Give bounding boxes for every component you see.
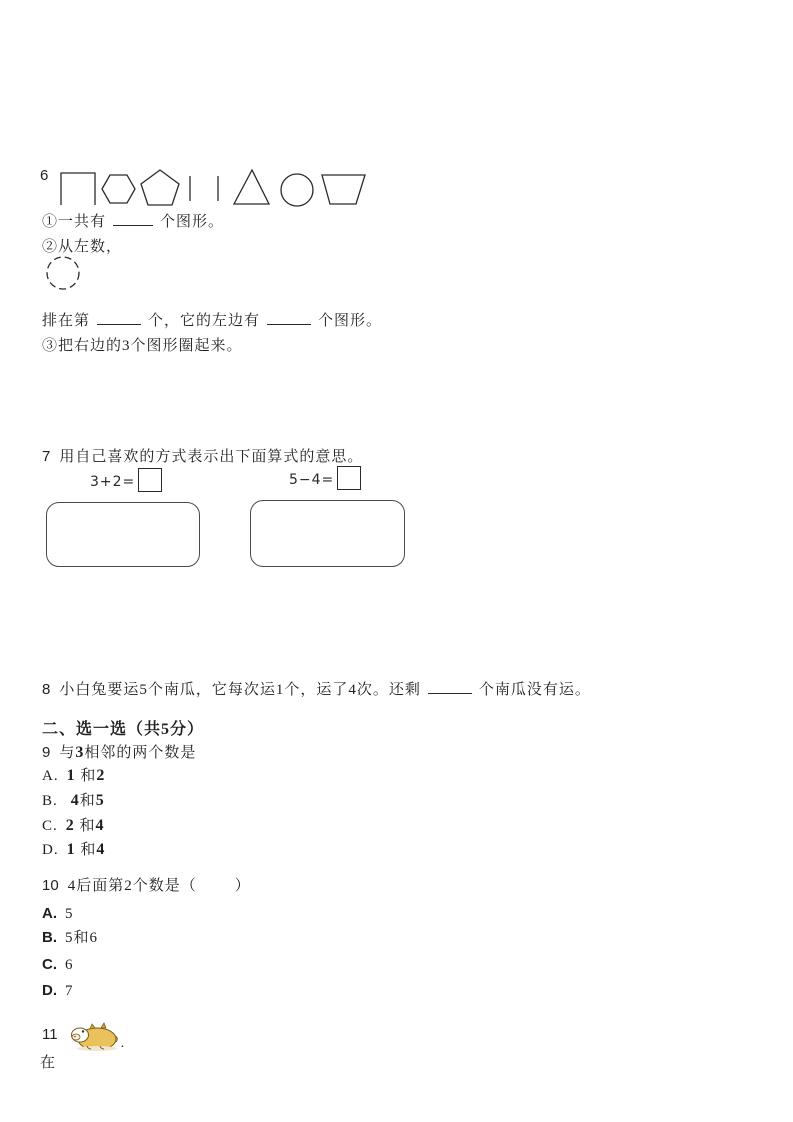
fill-in-blank — [113, 212, 153, 226]
expression-2-text: 5−4= — [289, 472, 335, 488]
option-value: 5和6 — [65, 930, 99, 946]
fill-in-blank — [267, 311, 311, 325]
question-10-number: 10 — [42, 877, 59, 894]
option-letter: A. — [42, 905, 57, 922]
q9-option-c — [42, 817, 105, 835]
drawing-area-2 — [250, 500, 405, 567]
section-2-header — [42, 721, 204, 739]
circle-shape — [281, 174, 313, 206]
option-value: 5 — [65, 906, 74, 922]
period-mark: . — [120, 1036, 125, 1051]
option-letter: D. — [42, 842, 59, 858]
line2-text: ②从左数， — [42, 239, 123, 255]
pentagon-shape — [141, 170, 179, 205]
question-8-number: 8 — [42, 681, 51, 698]
option-number: 5 — [95, 792, 105, 809]
answer-box — [138, 468, 162, 492]
q10-option-d — [42, 982, 74, 1000]
option-value: 7 — [65, 983, 74, 999]
line1-post-text: 个图形。 — [160, 214, 225, 230]
option-letter: B. — [42, 793, 58, 809]
question-11 — [42, 1020, 124, 1052]
option-number: 2 — [96, 767, 106, 784]
q10-option-a — [42, 905, 74, 923]
question-9-stem-bold: 3 — [75, 744, 85, 761]
option-number: 1 — [66, 767, 76, 784]
question-7-title-text: 用自己喜欢的方式表示出下面算式的意思。 — [59, 449, 364, 465]
shapes-strip — [57, 167, 367, 209]
option-value: 6 — [65, 957, 74, 973]
question-9-stem-post: 相邻的两个数是 — [84, 745, 197, 761]
question-10-stem — [42, 877, 251, 895]
option-number: 4 — [70, 792, 80, 809]
question-11-line-2 — [40, 1054, 56, 1072]
question-9-number: 9 — [42, 744, 51, 761]
answer-box — [337, 466, 361, 490]
question-6-line-4 — [42, 337, 243, 355]
q9-option-a — [42, 767, 105, 785]
question-11-text: 在 — [40, 1055, 57, 1071]
fill-in-blank — [428, 680, 472, 694]
option-number: 4 — [95, 817, 105, 834]
option-letter: B. — [42, 929, 57, 946]
question-7-number: 7 — [42, 448, 51, 465]
cartoon-animal-image — [70, 1020, 118, 1052]
question-8-pre-text: 小白兔要运5个南瓜，它每次运1个，运了4次。还剩 — [59, 682, 421, 698]
option-separator: 和 — [75, 768, 97, 784]
q9-option-d — [42, 841, 105, 859]
fill-in-blank — [97, 311, 141, 325]
option-separator: 和 — [74, 818, 96, 834]
question-6-number: 6 — [40, 167, 49, 184]
open-bottom-square-shape — [61, 173, 95, 205]
dashed-circle-shape — [44, 254, 82, 292]
option-separator: 和 — [79, 793, 96, 809]
section-2-title-text: 二、选一选（共5分） — [42, 721, 205, 738]
question-9-stem — [42, 744, 196, 762]
drawing-area-1 — [46, 502, 200, 567]
question-9-stem-pre: 与 — [59, 745, 76, 761]
question-7-title — [42, 448, 363, 466]
q10-option-c — [42, 956, 74, 974]
question-6-shapes-row — [40, 167, 367, 209]
q10-option-b — [42, 929, 98, 947]
triangle-shape — [234, 170, 269, 204]
option-number: 2 — [65, 817, 75, 834]
option-number: 1 — [66, 841, 76, 858]
line1-pre-text: ①一共有 — [42, 214, 107, 230]
question-6-line-3 — [42, 311, 382, 330]
expression-1-text: 3+2= — [90, 474, 136, 490]
line4-text: ③把右边的3个图形圈起来。 — [42, 338, 243, 354]
line3-mid-text: 个，它的左边有 — [148, 313, 261, 329]
trapezoid-shape — [322, 175, 365, 204]
hexagon-shape — [102, 175, 135, 203]
option-separator: 和 — [75, 842, 97, 858]
q9-option-b — [42, 792, 105, 810]
question-10-stem-text: 4后面第2个数是（ ） — [67, 878, 251, 894]
expression-1 — [90, 474, 162, 492]
option-letter: C. — [42, 956, 57, 973]
question-8-post-text: 个南瓜没有运。 — [478, 682, 591, 698]
question-11-number: 11 — [42, 1026, 58, 1043]
line3-post-text: 个图形。 — [318, 313, 383, 329]
option-letter: C. — [42, 818, 58, 834]
option-number: 4 — [96, 841, 106, 858]
question-8 — [42, 680, 591, 699]
question-6-line-1 — [42, 212, 224, 231]
line3-pre-text: 排在第 — [42, 313, 91, 329]
expression-2 — [289, 472, 361, 490]
option-letter: D. — [42, 982, 57, 999]
option-letter: A. — [42, 768, 59, 784]
